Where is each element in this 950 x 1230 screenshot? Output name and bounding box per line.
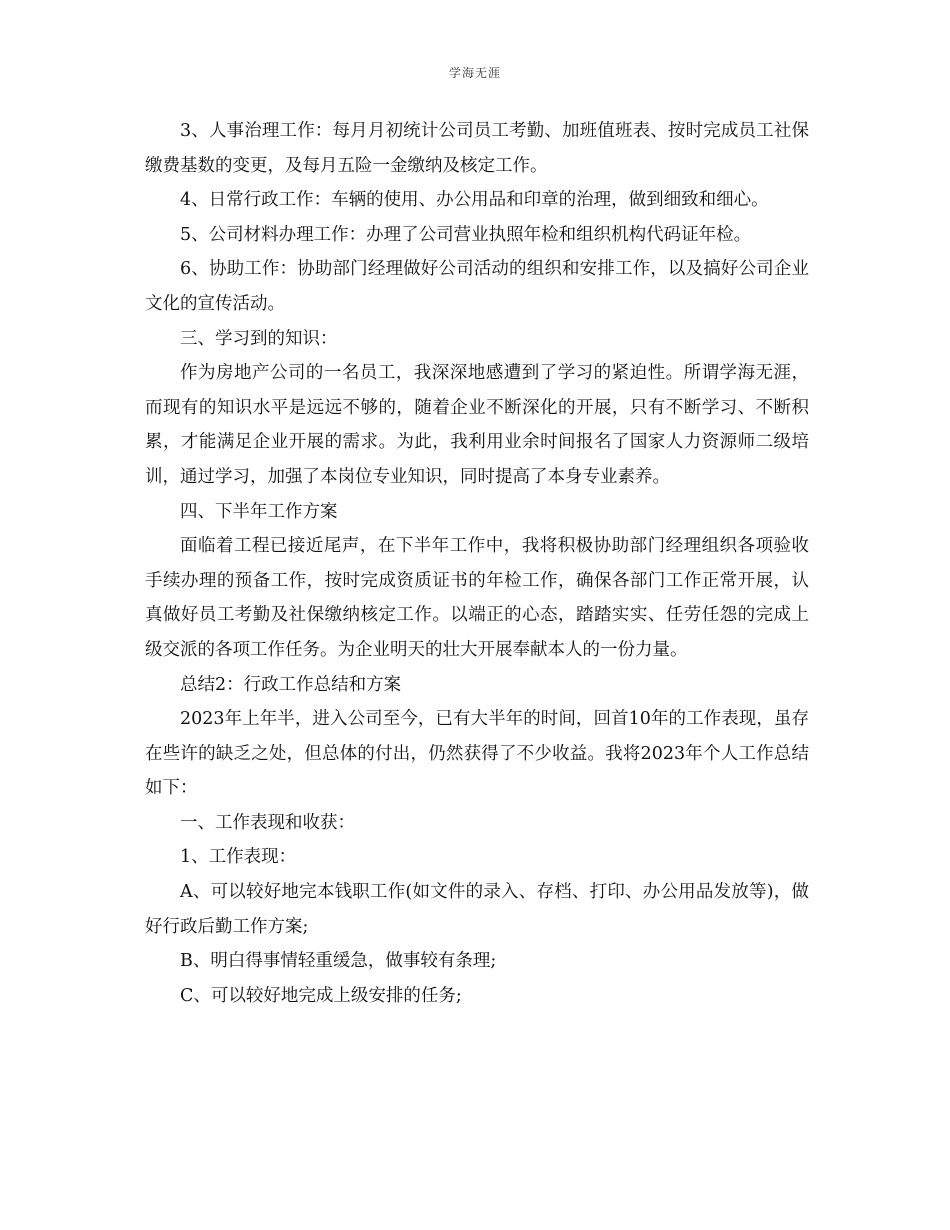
paragraph: 2023年上年半，进入公司至今，已有大半年的时间，回首10年的工作表现，虽存在些许的缺乏之处，但总体的付出，仍然获得了不少收益。我将2023年个人工作总结如下： xyxy=(145,709,809,799)
section-heading: 三、学习到的知识： xyxy=(180,328,338,349)
section-heading: 总结2：行政工作总结和方案 xyxy=(180,674,402,695)
list-item: A、可以较好地完本钱职工作(如文件的录入、存档、打印、办公用品发放等)，做好行政后勤工作方案; xyxy=(145,882,809,937)
running-header: 学海无涯 xyxy=(448,66,501,80)
list-item: B、明白得事情轻重缓急，做事较有条理; xyxy=(180,951,497,972)
section-heading: 四、下半年工作方案 xyxy=(180,501,338,522)
paragraph: 4、日常行政工作：车辆的使用、办公用品和印章的治理，做到细致和细心。 xyxy=(180,190,769,211)
paragraph: 6、协助工作：协助部门经理做好公司活动的组织和安排工作，以及搞好公司企业文化的宣传活动。 xyxy=(145,259,809,314)
section-heading: 一、工作表现和收获： xyxy=(180,812,355,833)
paragraph: 5、公司材料办理工作：办理了公司营业执照年检和组织机构代码证年检。 xyxy=(180,224,752,245)
paragraph: 面临着工程已接近尾声，在下半年工作中，我将积极协助部门经理组织各项验收手续办理的预备工作，按时完成资质证书的年检工作，确保各部门工作正常开展，认真做好员工考勤及社保缴纳核定工作。以端正的心态，踏踏实实、任劳任怨的完成上级交派的各项工作任务。为企业明天的壮大开展奉献本人的一份力量。 xyxy=(145,536,809,660)
document-body xyxy=(145,114,809,1013)
list-item: C、可以较好地完成上级安排的任务; xyxy=(180,985,462,1006)
subsection-heading: 1、工作表现： xyxy=(180,847,297,868)
paragraph: 3、人事治理工作：每月月初统计公司员工考勤、加班值班表、按时完成员工社保缴费基数的变更，及每月五险一金缴纳及核定工作。 xyxy=(145,121,809,176)
paragraph: 作为房地产公司的一名员工，我深深地感遭到了学习的紧迫性。所谓学海无涯，而现有的知识水平是远远不够的，随着企业不断深化的开展，只有不断学习、不断积累，才能满足企业开展的需求。为此，我利用业余时间报名了国家人力资源师二级培训，通过学习，加强了本岗位专业知识，同时提高了本身专业素养。 xyxy=(145,363,809,487)
